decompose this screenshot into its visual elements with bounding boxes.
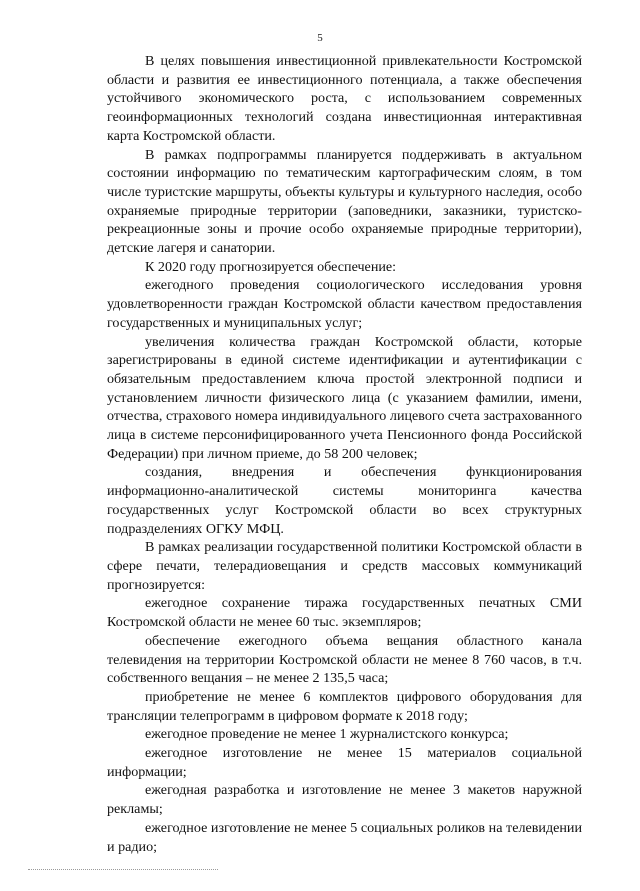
scan-artifact-line [28,869,218,870]
paragraph: обеспечение ежегодного объема вещания областного канала телевидения на территории Костромской области не менее 8 760 часов, в т.ч. собственного вещания – не менее 2 135,5 часа; [107,632,582,687]
paragraph: увеличения количества граждан Костромской области, которые зарегистрированы в единой системе идентификации и аутентификации с обязательным предоставлением ключа простой электронной подписи и установлением личности физического лица (с указанием фамилии, имени, отчества, страхового номера индивидуального лицевого счета застрахованного лица в системе персонифицированного учета Пенсионного фонда Российской Федерации) при личном приеме, до 58 200 человек; [107,333,582,462]
paragraph: ежегодное изготовление не менее 15 материалов социальной информации; [107,745,582,780]
paragraph: создания, внедрения и обеспечения функционирования информационно-аналитической системы мониторинга качества государственных услуг Костромской области во всех структурных подразделениях ОГКУ МФЦ. [107,464,582,537]
paragraph: приобретение не менее 6 комплектов цифрового оборудования для трансляции телепрограмм в цифровом формате к 2018 году; [107,688,582,724]
paragraph: В рамках подпрограммы планируется поддерживать в актуальном состоянии информацию по тематическим картографическим слоям, в том числе туристские маршруты, объекты культуры и культурного наследия, особо охраняемые природные территории (заповедники, заказники, туристско-рекреационные зоны и прочие особо охраняемые природные территории), детские лагеря и санатории. [107,146,582,257]
page-number: 5 [317,32,323,44]
paragraph: ежегодное проведение не менее 1 журналистского конкурса; [145,726,509,743]
paragraph: К 2020 году прогнозируется обеспечение: [145,258,397,275]
paragraph: ежегодная разработка и изготовление не менее 3 макетов наружной рекламы; [107,782,582,818]
paragraph: В целях повышения инвестиционной привлекательности Костромской области и развития ее инвестиционного потенциала, а также обеспечения устойчивого экономического роста, с использованием современных геоинформационных технологий создана инвестиционная интерактивная карта Костромской области. [107,53,582,144]
document-body [107,52,582,856]
paragraph: ежегодного проведения социологического исследования уровня удовлетворенности граждан Костромской области качеством предоставления государственных и муниципальных услуг; [107,277,582,331]
paragraph: ежегодное изготовление не менее 5 социальных роликов на телевидении и радио; [107,819,582,855]
paragraph: ежегодное сохранение тиража государственных печатных СМИ Костромской области не менее 60 тыс. экземпляров; [107,595,582,631]
paragraph: В рамках реализации государственной политики Костромской области в сфере печати, телерадиовещания и средств массовых коммуникаций прогнозируется: [107,539,582,593]
